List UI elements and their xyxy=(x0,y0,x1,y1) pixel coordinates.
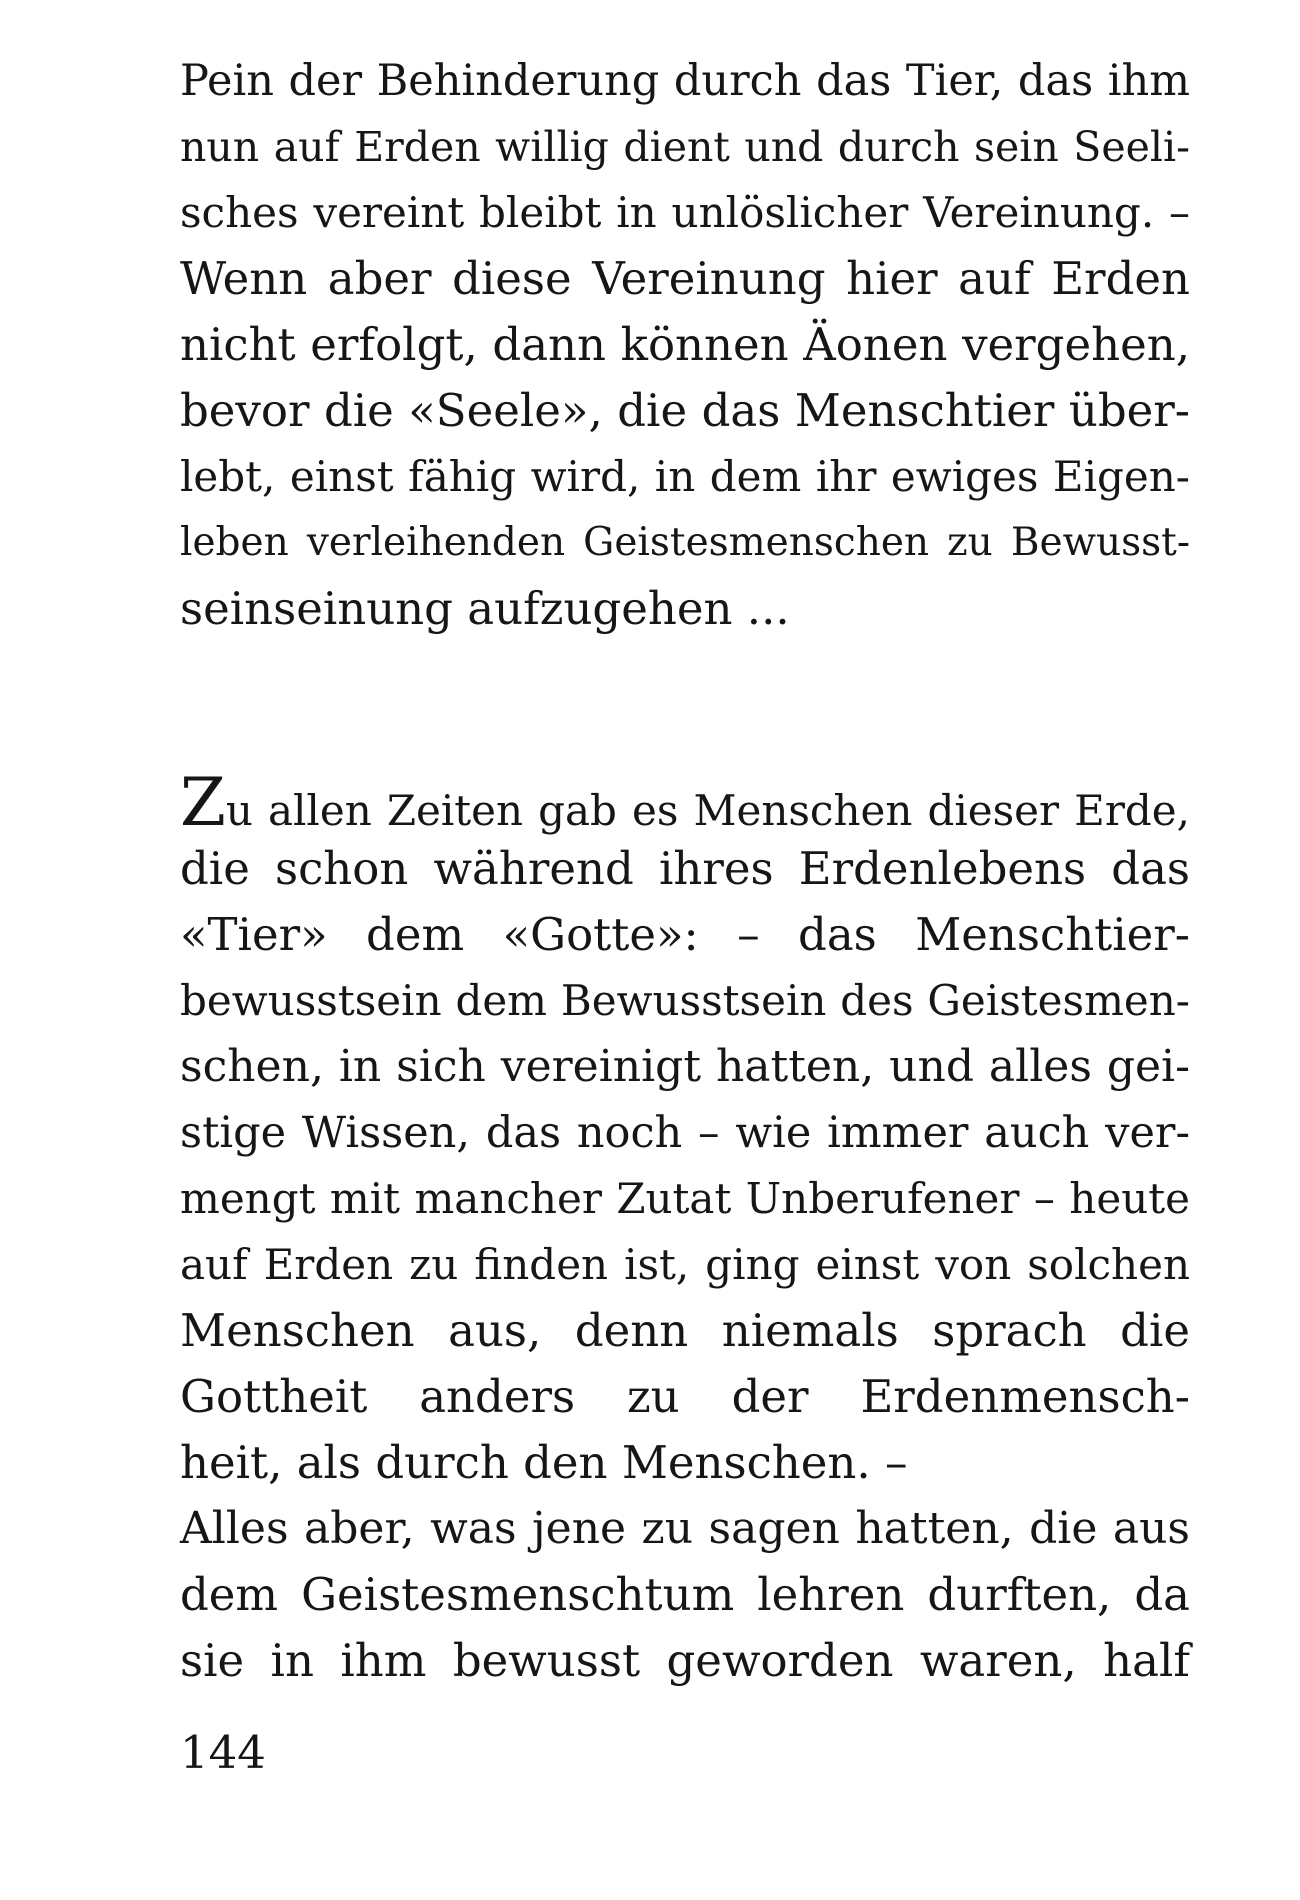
text-line: lebt, einst fähig wird, in dem ihr ewiges Eigen- xyxy=(180,452,1190,501)
text-line: Pein der Behinderung durch das Tier, das ihm xyxy=(180,56,1190,106)
paragraph-2 xyxy=(180,764,1190,1694)
text-line: sches vereint bleibt in unlöslicher Vereinung. – xyxy=(180,188,1190,237)
text-line: stige Wissen, das noch – wie immer auch ver- xyxy=(180,1108,1190,1158)
page-number: 144 xyxy=(180,1726,266,1779)
drop-cap: Z xyxy=(180,764,226,841)
text-line: dem Geistesmenschtum lehren durften, da xyxy=(180,1568,1190,1621)
text-line: schen, in sich vereinigt hatten, und alles gei- xyxy=(180,1041,1190,1092)
text-line: Menschen aus, denn niemals sprach die xyxy=(180,1304,1190,1357)
first-line-rest: u allen Zeiten gab es Menschen dieser Erde, xyxy=(225,786,1190,835)
text-line: bewusstsein dem Bewusstsein des Geistesmen- xyxy=(180,976,1190,1025)
text-line: die schon während ihres Erdenlebens das xyxy=(180,842,1190,895)
text-line: seinseinung aufzugehen ... xyxy=(180,582,790,635)
text-line: nun auf Erden willig dient und durch sein Seeli- xyxy=(180,123,1190,171)
text-line: Wenn aber diese Vereinung hier auf Erden xyxy=(180,252,1190,305)
text-line: heit, als durch den Menschen. – xyxy=(180,1436,908,1489)
text-line: nicht erfolgt, dann können Äonen vergehen, xyxy=(180,318,1190,371)
text-line: bevor die «Seele», die das Menschtier über- xyxy=(180,384,1190,437)
text-line: Alles aber, was jene zu sagen hatten, die aus xyxy=(180,1503,1190,1554)
text-line: leben verleihenden Geistesmenschen zu Bewusst- xyxy=(180,520,1190,565)
text-line: Gottheit anders zu der Erdenmensch- xyxy=(180,1370,1190,1423)
paragraph-1 xyxy=(180,48,1190,642)
text-line: sie in ihm bewusst geworden waren, half xyxy=(180,1634,1190,1687)
text-line: mengt mit mancher Zutat Unberufener – heute xyxy=(180,1174,1190,1223)
text-line: «Tier» dem «Gotte»: – das Menschtier- xyxy=(180,908,1190,961)
text-line: auf Erden zu finden ist, ging einst von solchen xyxy=(180,1240,1190,1289)
text-line-first xyxy=(180,764,1190,841)
